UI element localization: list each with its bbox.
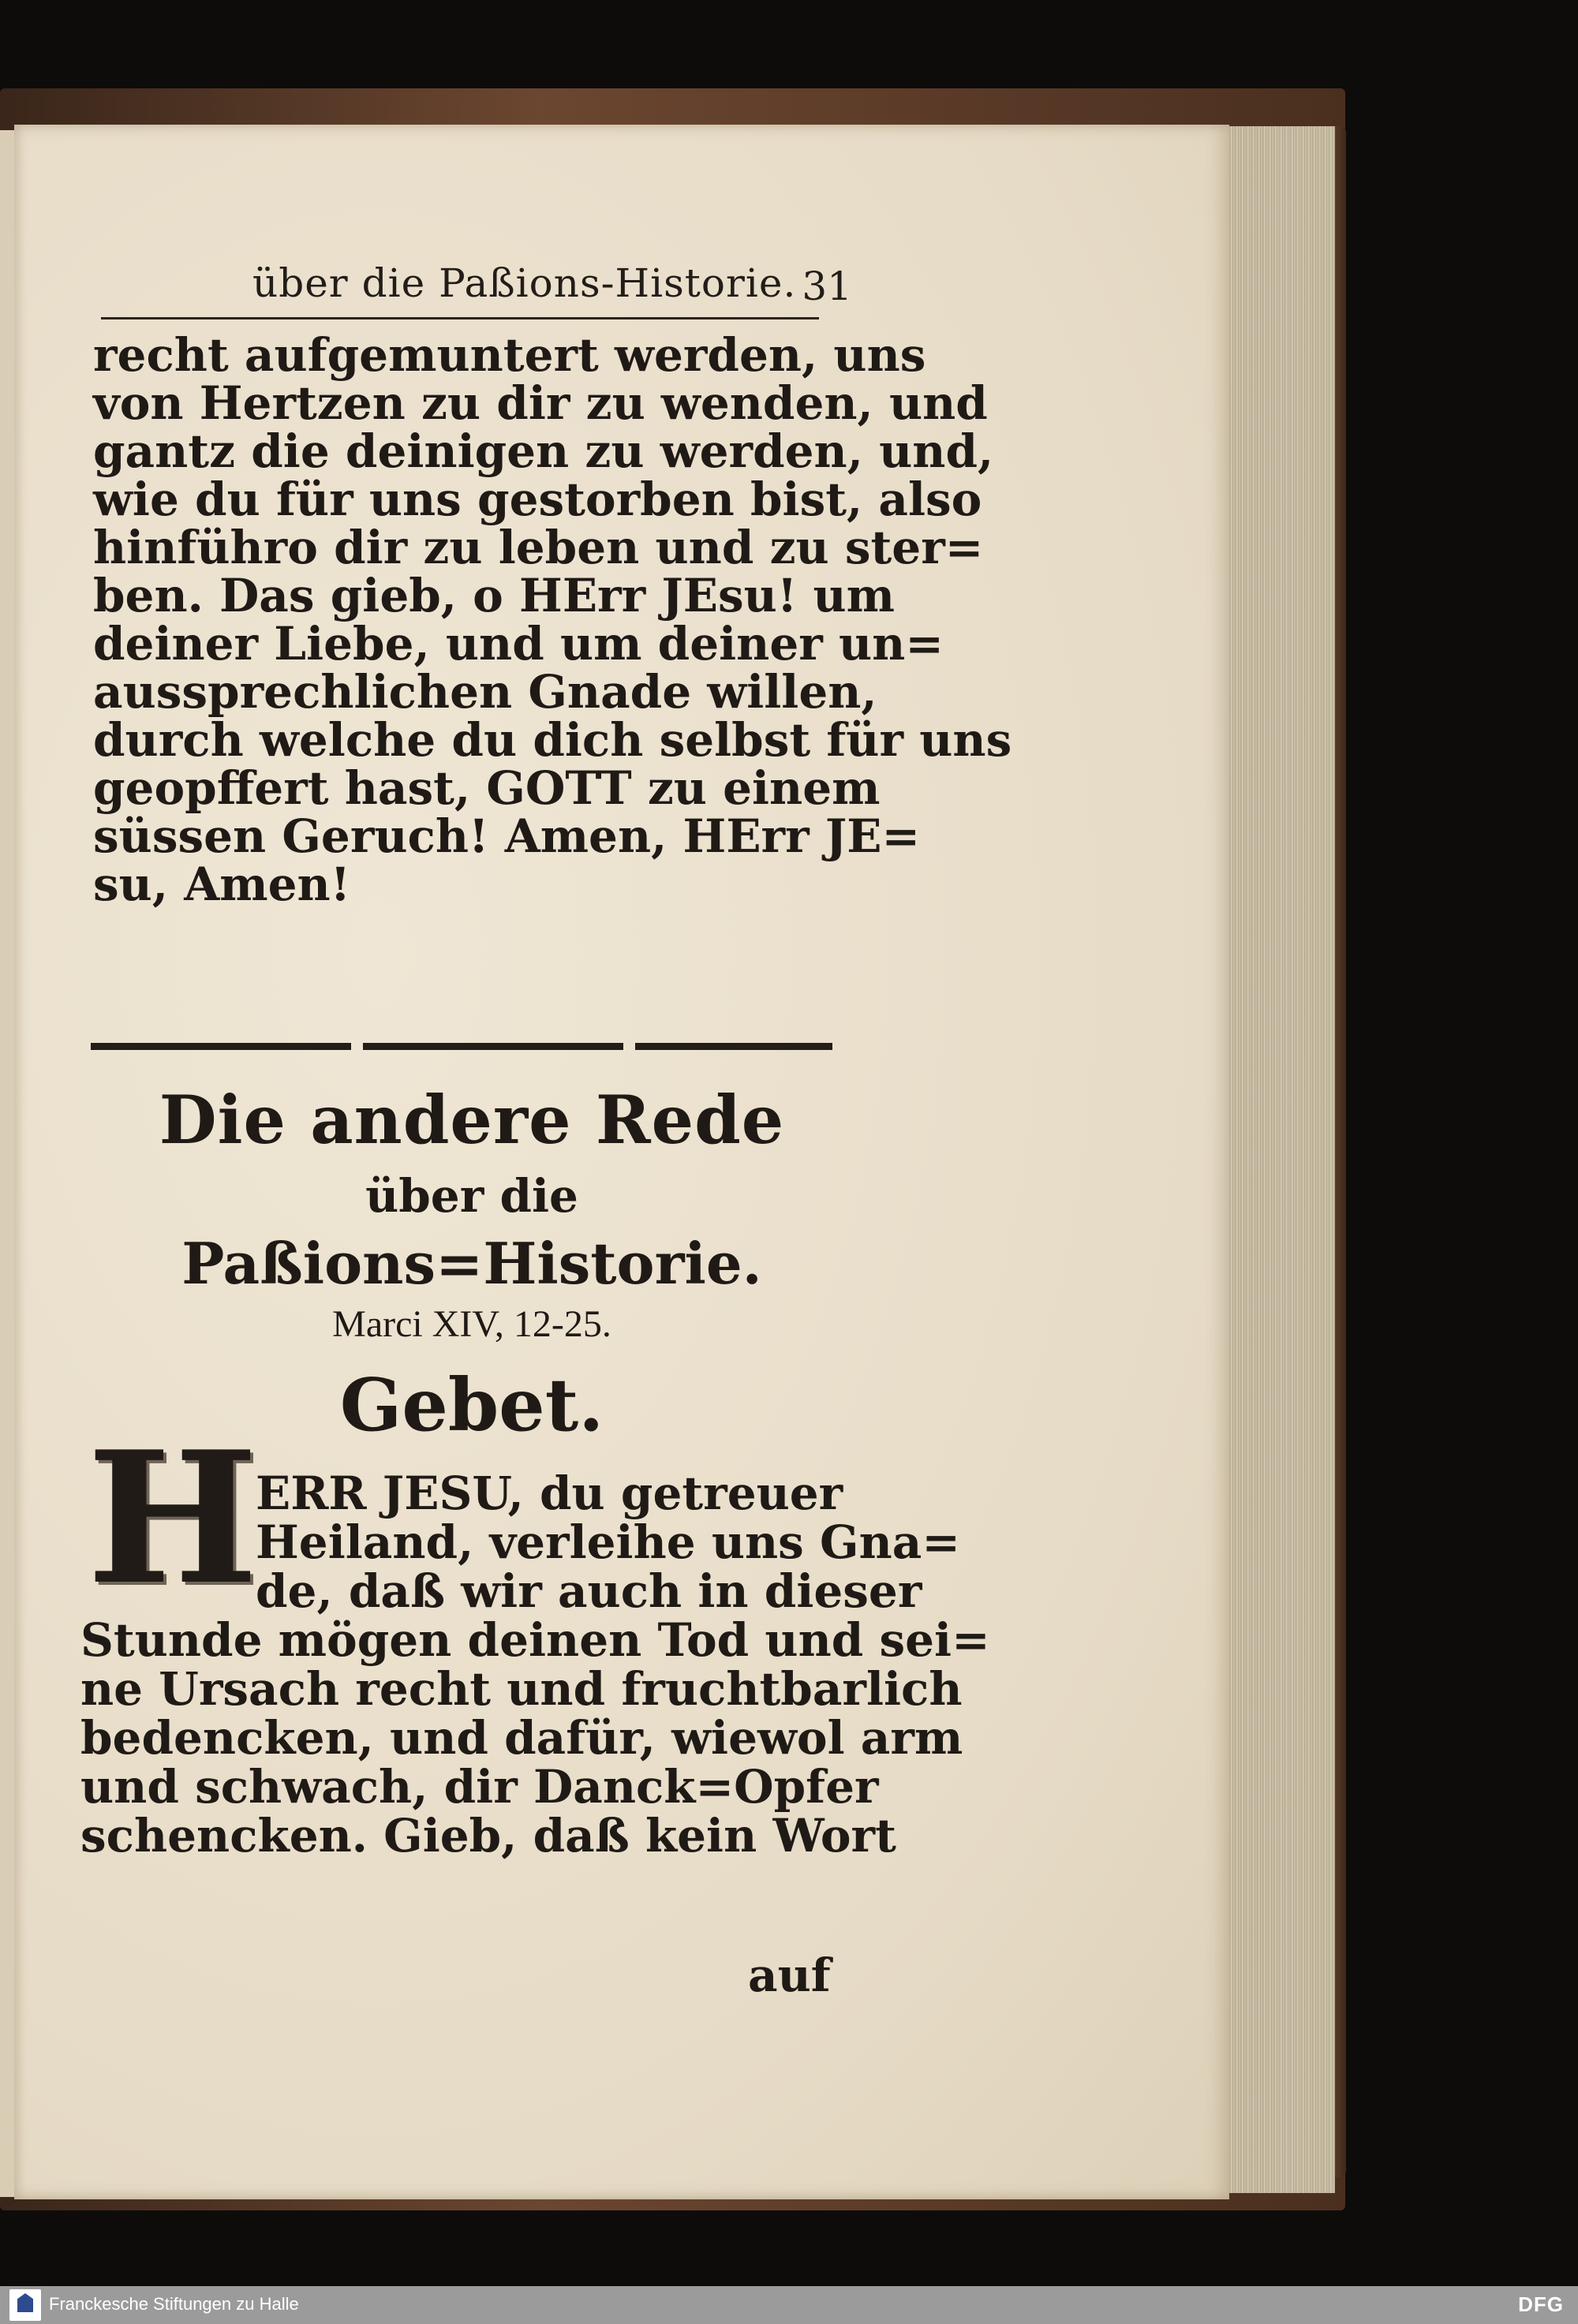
- prayer-text: [80, 1467, 990, 1863]
- text-line: bedencken, und dafür, wiewol arm: [80, 1711, 963, 1765]
- institution-name: Franckesche Stiftungen zu Halle: [49, 2294, 299, 2314]
- text-line: wie du für uns gestorben bist, also: [93, 473, 982, 526]
- text-line: und schwach, dir Danck=Opfer: [80, 1760, 879, 1814]
- page-number: 31: [802, 263, 852, 309]
- body-text: [93, 328, 1012, 911]
- text-line: von Hertzen zu dir zu wenden, und: [93, 376, 988, 430]
- running-head: [95, 260, 852, 316]
- text-line: deiner Liebe, und um deiner un=: [93, 617, 944, 671]
- catchword: auf: [748, 1948, 831, 2002]
- text-line: su, Amen!: [93, 857, 351, 911]
- section-divider: [91, 1043, 832, 1050]
- text-line: schencken. Gieb, daß kein Wort: [80, 1809, 896, 1863]
- text-line: geopffert hast, GOTT zu einem: [93, 761, 881, 815]
- running-title: über die Paßions-Historie.: [252, 260, 797, 306]
- text-line: de, daß wir auch in dieser: [256, 1564, 922, 1618]
- drop-cap: H: [87, 1412, 259, 1625]
- scripture-reference: Marci XIV, 12-25.: [332, 1303, 611, 1345]
- section-heading: [93, 1081, 851, 1452]
- text-line: Stunde mögen deinen Tod und sei=: [80, 1613, 990, 1667]
- text-line: süssen Geruch! Amen, HErr JE=: [93, 809, 921, 863]
- header-rule: [101, 317, 819, 319]
- text-line: Heiland, verleihe uns Gna=: [256, 1515, 960, 1569]
- heading-subtitle-2: Paßions=Historie.: [181, 1230, 762, 1297]
- text-line: aussprechlichen Gnade willen,: [93, 665, 877, 719]
- page-edges: [1215, 126, 1335, 2193]
- text-line: gantz die deinigen zu werden, und,: [93, 424, 994, 478]
- text-line: ne Ursach recht und fruchtbarlich: [80, 1662, 963, 1716]
- text-line: durch welche du dich selbst für uns: [93, 713, 1012, 767]
- text-line: hinführo dir zu leben und zu ster=: [93, 521, 984, 574]
- facing-page-edge: [0, 130, 16, 2197]
- heading-title: Die andere Rede: [159, 1081, 785, 1159]
- dfg-logo: DFG: [1518, 2292, 1564, 2316]
- text-line: ben. Das gieb, o HErr JEsu! um: [93, 569, 896, 622]
- text-line: ERR JESU, du getreuer: [256, 1467, 843, 1520]
- prayer-label: Gebet.: [339, 1362, 604, 1448]
- heading-subtitle: über die: [365, 1169, 578, 1223]
- text-line: recht aufgemuntert werden, uns: [93, 328, 926, 382]
